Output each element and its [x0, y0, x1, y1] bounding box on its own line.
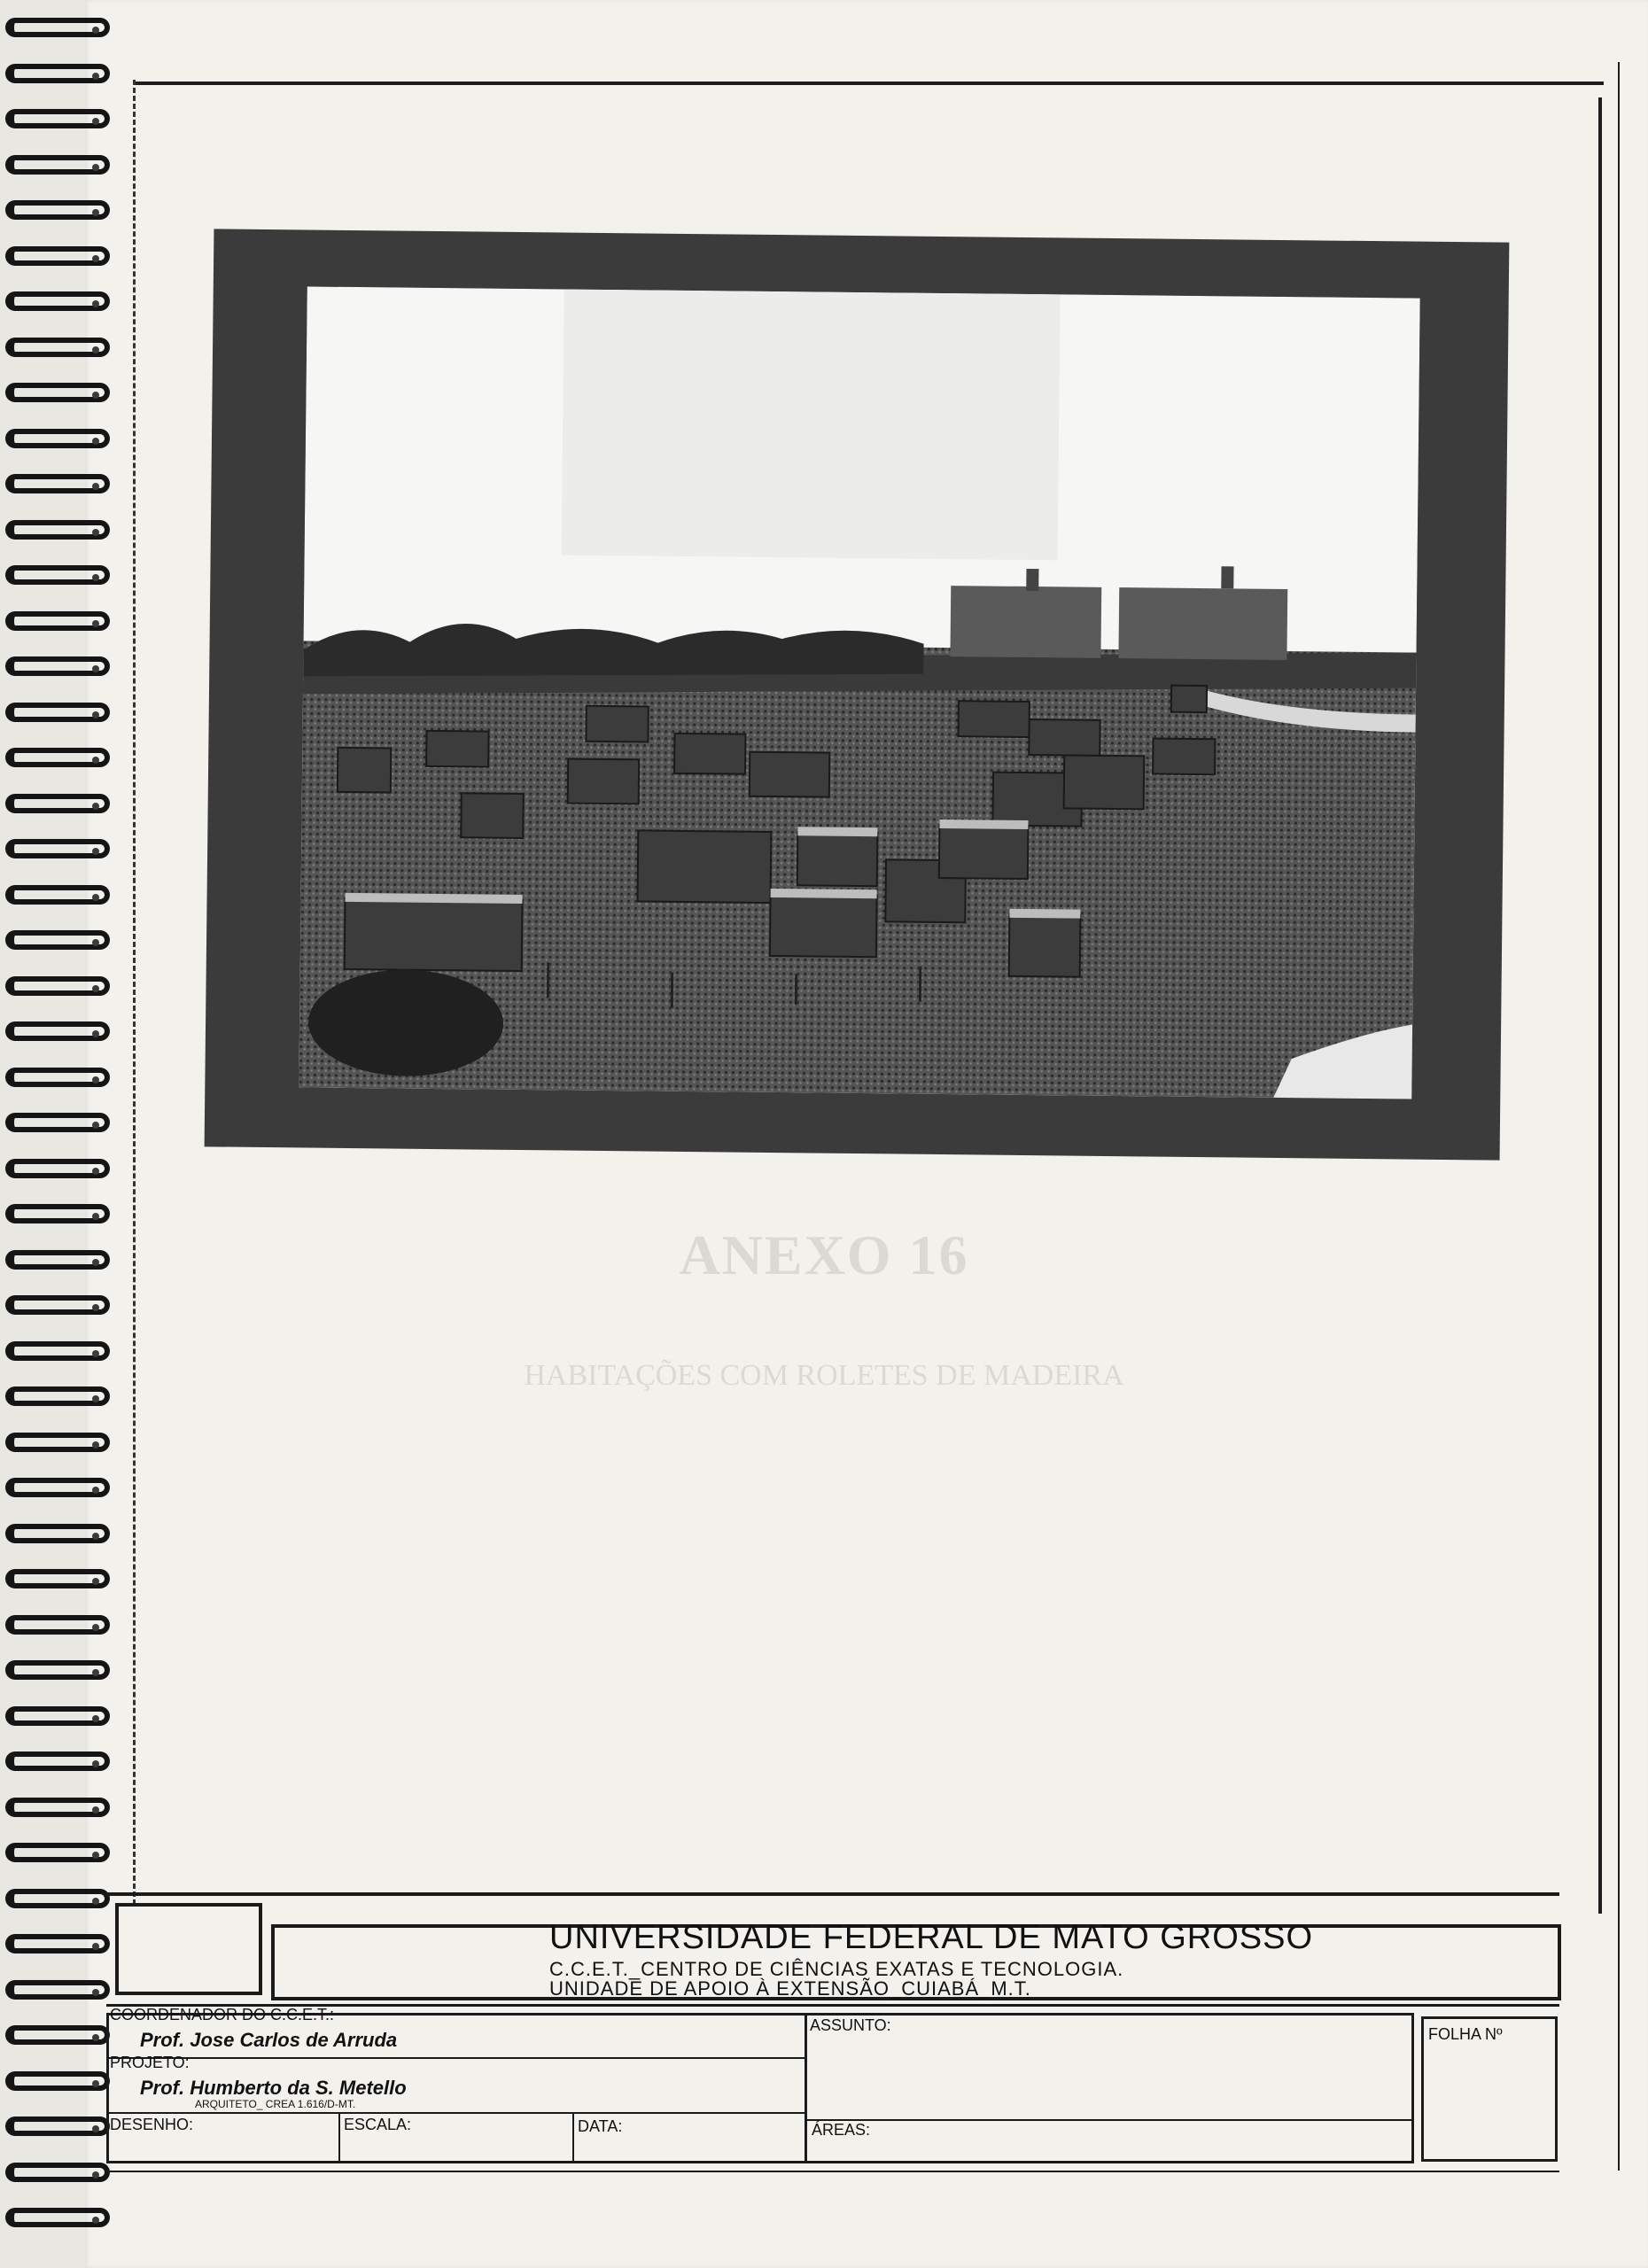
spiral-coil — [5, 18, 110, 37]
spiral-coil — [5, 64, 110, 83]
spiral-coil — [5, 429, 110, 448]
assunto-label: ASSUNTO: — [810, 2016, 891, 2034]
spiral-coil — [5, 338, 110, 357]
spiral-coil — [5, 656, 110, 676]
spiral-coil — [5, 885, 110, 905]
spiral-coil — [5, 976, 110, 996]
spiral-coil — [5, 1159, 110, 1178]
settlement-photo — [299, 286, 1419, 1099]
spiral-coil — [5, 1068, 110, 1087]
coordenador-label: COORDENADOR DO C.C.E.T.: — [110, 2006, 335, 2023]
spiral-coil — [5, 1934, 110, 1953]
spiral-coil — [5, 474, 110, 493]
spiral-coil — [5, 1021, 110, 1041]
frame-right-line — [1598, 97, 1602, 1914]
spiral-coil — [5, 2071, 110, 2091]
spiral-coil — [5, 2117, 110, 2136]
projeto-name: Prof. Humberto da S. Metello — [140, 2077, 407, 2099]
frame-left-dashed-line — [133, 80, 136, 1905]
spiral-coil — [5, 1751, 110, 1771]
spiral-coil — [5, 200, 110, 220]
areas-label: ÁREAS: — [812, 2121, 871, 2139]
spiral-coil — [5, 794, 110, 813]
center-name: C.C.E.T._CENTRO DE CIÊNCIAS EXATAS E TECNOLOGIA. — [549, 1958, 1124, 1980]
grid-horizontal-1 — [106, 2057, 806, 2059]
spiral-coil — [5, 1341, 110, 1361]
spiral-coil — [5, 611, 110, 631]
frame-top-line — [133, 82, 1604, 85]
spiral-coil — [5, 1204, 110, 1223]
spiral-coil — [5, 565, 110, 585]
spiral-coil — [5, 839, 110, 858]
spiral-coil — [5, 155, 110, 175]
logo-box — [115, 1903, 262, 1995]
spiral-coil — [5, 291, 110, 311]
spiral-coil — [5, 930, 110, 950]
spiral-coil — [5, 1798, 110, 1817]
spiral-coil — [5, 2208, 110, 2227]
spiral-coil — [5, 246, 110, 266]
spiral-coil — [5, 1706, 110, 1726]
university-name: UNIVERSIDADE FEDERAL DE MATO GROSSO — [549, 1919, 1314, 1956]
grid-vertical-3 — [572, 2112, 574, 2163]
title-block-top-line — [106, 1892, 1559, 1896]
spiral-coil — [5, 1478, 110, 1497]
spiral-coil — [5, 520, 110, 540]
coordenador-name: Prof. Jose Carlos de Arruda — [140, 2029, 398, 2051]
desenho-label: DESENHO: — [110, 2116, 194, 2133]
spiral-coil — [5, 1660, 110, 1680]
spiral-coil — [5, 1980, 110, 2000]
spiral-coil — [5, 1569, 110, 1588]
projeto-label: PROJETO: — [110, 2054, 190, 2071]
grid-vertical-1 — [805, 2013, 807, 2163]
spiral-coil — [5, 2025, 110, 2045]
spiral-coil — [5, 109, 110, 128]
unit-name: UNIDADE DE APOIO À EXTENSÃO_CUIABÁ_M.T. — [549, 1977, 1031, 2000]
spiral-coil — [5, 703, 110, 722]
projeto-credential: ARQUITETO_ CREA 1.616/D-MT. — [195, 2098, 356, 2110]
grid-horizontal-3 — [805, 2119, 1414, 2121]
spiral-coil — [5, 383, 110, 402]
spiral-coil — [5, 1843, 110, 1862]
spiral-coil — [5, 1615, 110, 1635]
spiral-coil — [5, 1433, 110, 1452]
spiral-coil — [5, 1889, 110, 1908]
title-block-bottom-line — [106, 2171, 1559, 2172]
frame-right-outer-line — [1618, 62, 1620, 2171]
escala-label: ESCALA: — [344, 2116, 412, 2133]
spiral-coil — [5, 2163, 110, 2182]
caption-subtitle: HABITAÇÕES COM ROLETES DE MADEIRA — [524, 1359, 1124, 1392]
spiral-coil — [5, 748, 110, 767]
folha-label: FOLHA Nº — [1428, 2025, 1503, 2043]
spiral-coil — [5, 1524, 110, 1543]
spiral-coil — [5, 1113, 110, 1132]
grid-horizontal-2 — [106, 2112, 806, 2114]
spiral-coil — [5, 1295, 110, 1315]
caption-title: ANEXO 16 — [679, 1223, 969, 1286]
data-label: DATA: — [578, 2117, 623, 2135]
grid-vertical-2 — [338, 2112, 340, 2163]
spiral-binding — [0, 18, 115, 2268]
